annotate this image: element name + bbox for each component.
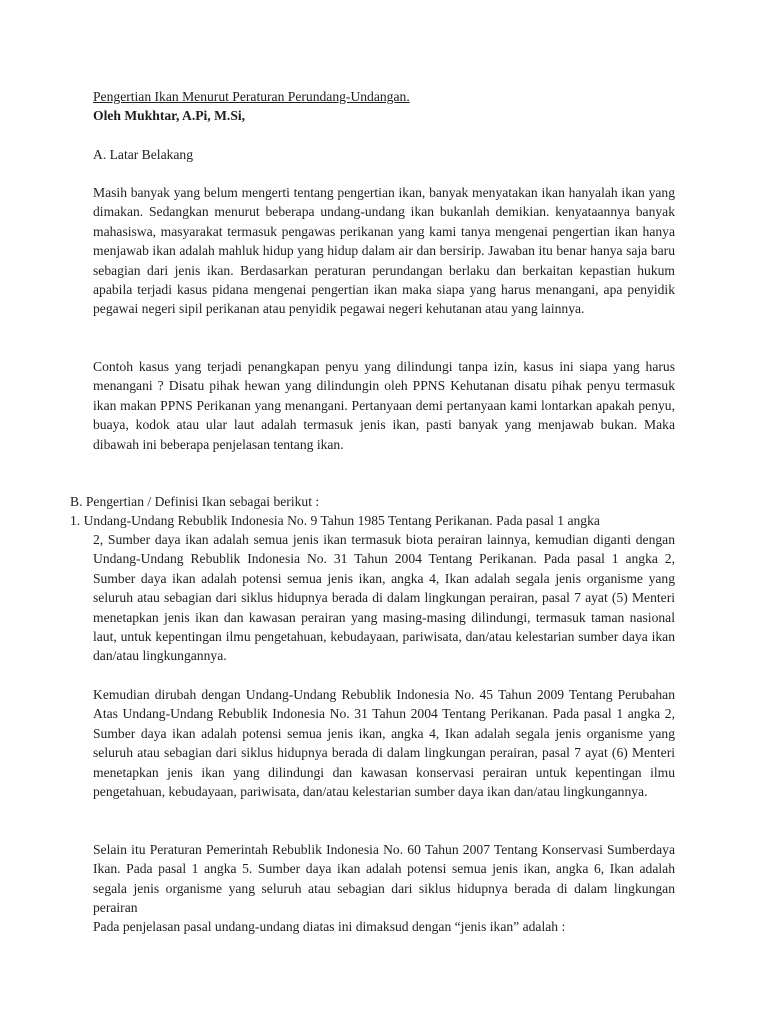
section-a-paragraph-1: Masih banyak yang belum mengerti tentang pengertian ikan, banyak menyatakan ikan hanyalah ikan yang dimakan. Sedangkan menurut beberapa undang-undang ikan bukanlah demikian. kenyataannya banyak mahasiswa, masyarakat termasuk pengawas perikanan yang kami tanya mengenai pengertian ikan hanya menjawab ikan adalah mahluk hidup yang hidup dalam air dan bersirip. Jawaban itu benar hanya saja baru sebagian dari jenis ikan. Berdasarkan peraturan perundangan berlaku dan berkaitan kepastian hukum apabila terjadi kasus pidana mengenai pengertian ikan maka siapa yang harus menangani, apa penyidik pegawai negeri sipil perikanan atau penyidik pegawai negeri kehutanan atau yang lainnya. [93, 185, 675, 317]
section-a-paragraph-2: Contoh kasus yang terjadi penangkapan penyu yang dilindungi tanpa izin, kasus ini siapa yang harus menangani ? Disatu pihak hewan yang dilindungin oleh PPNS Kehutanan disatu pihak penyu termasuk ikan makan PPNS Perikanan yang menangani. Pertanyaan demi pertanyaan kami lontarkan apakah penyu, buaya, kodok atau ular laut adalah termasuk jenis ikan, pasti banyak yang menjawab bukan. Maka dibawah ini beberapa penjelasan tentang ikan. [93, 359, 675, 452]
section-b-heading: B. Pengertian / Definisi Ikan sebagai berikut : [70, 494, 320, 509]
section-a-heading: A. Latar Belakang [93, 147, 194, 162]
list-item-1-lead: 1. Undang-Undang Rebublik Indonesia No. 9 Tahun 1985 Tentang Perikanan. Pada pasal 1 angka [70, 513, 600, 528]
list-item-1-text-2: Kemudian dirubah dengan Undang-Undang Rebublik Indonesia No. 45 Tahun 2009 Tentang Perubahan Atas Undang-Undang Rebublik Indonesia No. 31 Tahun 2004 Tentang Perikanan. Pada pasal 1 angka 2, Sumber daya ikan adalah potensi semua jenis ikan, angka 4, Ikan adalah segala jenis organisme yang seluruh atau sebagian dari siklus hidupnya berada di dalam lingkungan perairan, pasal 7 ayat (6) Menteri menetapkan jenis ikan yang dilindungi dan kawasan konservasi perairan untuk kepentingan ilmu pengetahuan, kebudayaan, pariwisata, dan/atau kelestarian sumber daya ikan dan/atau lingkungannya. [93, 687, 675, 800]
section-b-paragraph-4: Pada penjelasan pasal undang-undang diatas ini dimaksud dengan “jenis ikan” adalah : [93, 919, 566, 934]
document-title: Pengertian Ikan Menurut Peraturan Perundang-Undangan. [93, 89, 410, 104]
list-item-1-text: 2, Sumber daya ikan adalah semua jenis ikan termasuk biota perairan lainnya, kemudian diganti dengan Undang-Undang Rebublik Indonesia No. 31 Tahun 2004 Tentang Perikanan. Pada pasal 1 angka 2, Sumber daya ikan adalah potensi semua jenis ikan, angka 4, Ikan adalah segala jenis organisme yang seluruh atau sebagian dari siklus hidupnya berada di dalam lingkungan perairan, pasal 7 ayat (5) Menteri menetapkan jenis ikan dan kawasan perairan yang masing-masing dilindungi, termasuk taman nasional laut, untuk kepentingan ilmu pengetahuan, kebudayaan, pariwisata, dan/atau kelestarian sumber daya ikan dan/atau lingkungannya. [93, 532, 675, 664]
document-author: Oleh Mukhtar, A.Pi, M.Si, [93, 108, 246, 123]
section-b-paragraph-3: Selain itu Peraturan Pemerintah Rebublik Indonesia No. 60 Tahun 2007 Tentang Konservasi Sumberdaya Ikan. Pada pasal 1 angka 5. Sumber daya ikan adalah potensi semua jenis ikan, angka 6, Ikan adalah segala jenis organisme yang seluruh atau sebagian dari siklus hidupnya berada di dalam lingkungan perairan [93, 842, 675, 916]
